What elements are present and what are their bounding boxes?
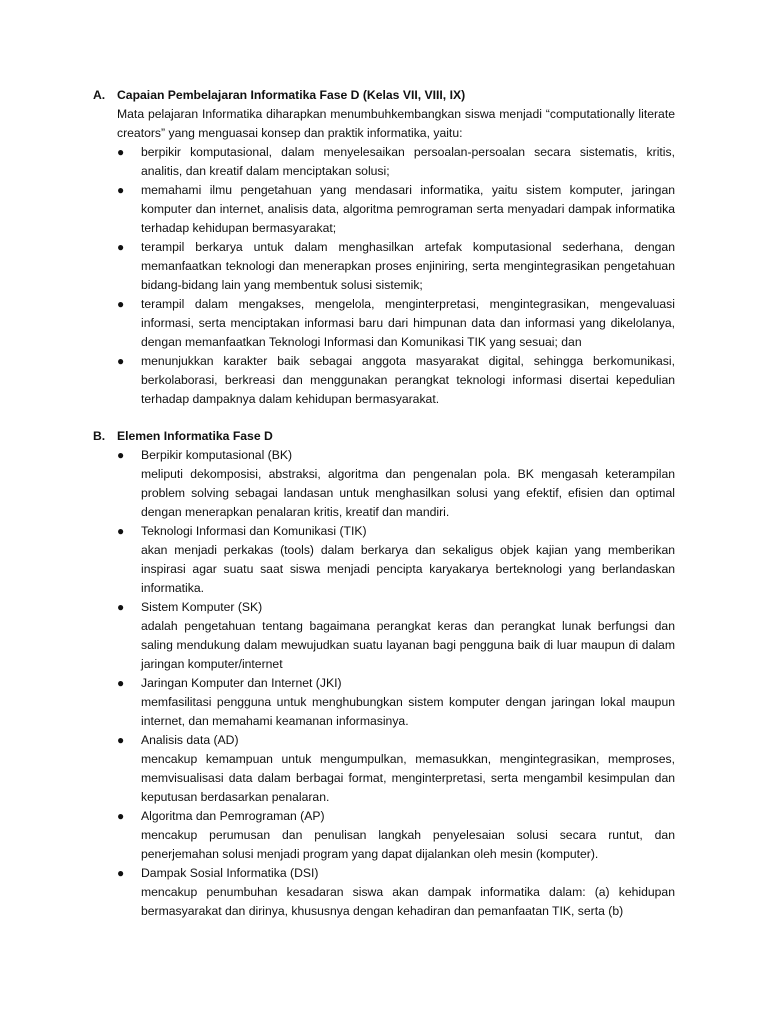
list-item-text: berpikir komputasional, dalam menyelesaikan persoalan-persoalan secara sistematis, kritis, analitis, dan kreatif dalam menciptakan solusi; [141, 145, 675, 178]
section-a [93, 86, 675, 409]
bullet-icon: ● [117, 600, 125, 614]
section-b-list [117, 446, 675, 921]
list-item-text [141, 598, 675, 674]
section-a-body [117, 105, 675, 409]
section-a-title: Capaian Pembelajaran Informatika Fase D (Kelas VII, VIII, IX) [117, 88, 466, 102]
list-item-text: terampil dalam mengakses, mengelola, menginterpretasi, mengintegrasikan, mengevaluasi informasi, serta menciptakan informasi baru dari himpunan data dan informasi yang dikelolanya, dengan memanfaatkan Teknologi Informasi dan Komunikasi TIK yang sesuai; dan [141, 297, 675, 349]
section-b-body [117, 446, 675, 921]
element-title: Dampak Sosial Informatika (DSI) [141, 866, 319, 880]
section-b [93, 427, 675, 921]
element-title: Jaringan Komputer dan Internet (JKI) [141, 676, 342, 690]
list-item-text: terampil berkarya untuk dalam menghasilkan artefak komputasional sederhana, dengan memanfaatkan teknologi dan menerapkan proses enjiniring, serta mengintegrasikan pengetahuan bidang-bidang lain yang membentuk solusi sistemik; [141, 240, 675, 292]
section-b-title: Elemen Informatika Fase D [117, 429, 273, 443]
section-a-heading [93, 86, 675, 105]
bullet-icon: ● [117, 297, 125, 311]
list-item [117, 238, 675, 295]
element-title: Teknologi Informasi dan Komunikasi (TIK) [141, 524, 367, 538]
list-item-text: menunjukkan karakter baik sebagai anggota masyarakat digital, sehingga berkomunikasi, berkolaborasi, berkreasi dan menggunakan perangkat teknologi informasi disertai kepedulian terhadap dampaknya dalam kehidupan bermasyarakat. [141, 354, 675, 406]
bullet-icon: ● [117, 733, 125, 747]
section-b-letter: B. [93, 429, 106, 443]
list-item [117, 143, 675, 181]
list-item [117, 181, 675, 238]
element-title: Sistem Komputer (SK) [141, 600, 263, 614]
section-b-heading [93, 427, 675, 446]
document-content [93, 86, 675, 939]
list-item [117, 446, 675, 522]
element-description: adalah pengetahuan tentang bagaimana perangkat keras dan perangkat lunak berfungsi dan saling mendukung dalam mewujudkan suatu layanan bagi pengguna baik di luar maupun di dalam jaringan komputer/internet [141, 619, 675, 671]
list-item [117, 674, 675, 731]
list-item [117, 598, 675, 674]
list-item-text [141, 446, 675, 522]
element-title: Algoritma dan Pemrograman (AP) [141, 809, 325, 823]
section-a-list [117, 143, 675, 409]
section-a-letter: A. [93, 88, 106, 102]
list-item-text: memahami ilmu pengetahuan yang mendasari informatika, yaitu sistem komputer, jaringan komputer dan internet, analisis data, algoritma pemrograman serta menyadari dampak informatika terhadap kehidupan bermasyarakat; [141, 183, 675, 235]
list-item-text [141, 731, 675, 807]
list-item [117, 864, 675, 921]
bullet-icon: ● [117, 448, 125, 462]
list-item [117, 807, 675, 864]
bullet-icon: ● [117, 809, 125, 823]
list-item [117, 522, 675, 598]
bullet-icon: ● [117, 676, 125, 690]
element-title: Analisis data (AD) [141, 733, 239, 747]
list-item [117, 352, 675, 409]
element-description: mencakup perumusan dan penulisan langkah penyelesaian solusi secara runtut, dan penerjemahan solusi menjadi program yang dapat dijalankan oleh mesin (komputer). [141, 828, 675, 861]
list-item [117, 731, 675, 807]
bullet-icon: ● [117, 183, 125, 197]
element-description: mencakup kemampuan untuk mengumpulkan, memasukkan, mengintegrasikan, memproses, memvisualisasi data dalam berbagai format, menginterpretasi, serta mengambil kesimpulan dan keputusan berdasarkan penalaran. [141, 752, 675, 804]
bullet-icon: ● [117, 866, 125, 880]
list-item-text [141, 864, 675, 921]
bullet-icon: ● [117, 354, 125, 368]
element-description: akan menjadi perkakas (tools) dalam berkarya dan sekaligus objek kajian yang memberikan inspirasi agar suatu saat siswa menjadi pencipta karyakarya berteknologi yang berlandaskan informatika. [141, 543, 675, 595]
element-description: meliputi dekomposisi, abstraksi, algoritma dan pengenalan pola. BK mengasah keterampilan problem solving sebagai landasan untuk menghasilkan solusi yang efektif, efisien dan optimal dengan menerapkan penalaran kritis, kreatif dan mandiri. [141, 467, 675, 519]
bullet-icon: ● [117, 145, 125, 159]
list-item-text [141, 807, 675, 864]
element-description: mencakup penumbuhan kesadaran siswa akan dampak informatika dalam: (a) kehidupan bermasyarakat dan dirinya, khususnya dengan kehadiran dan pemanfaatan TIK, serta (b) [141, 885, 675, 918]
bullet-icon: ● [117, 524, 125, 538]
element-description: memfasilitasi pengguna untuk menghubungkan sistem komputer dengan jaringan lokal maupun internet, dan memahami keamanan informasinya. [141, 695, 675, 728]
section-a-intro: Mata pelajaran Informatika diharapkan menumbuhkembangkan siswa menjadi “computationally literate creators” yang menguasai konsep dan praktik informatika, yaitu: [117, 107, 675, 140]
list-item-text [141, 674, 675, 731]
element-title: Berpikir komputasional (BK) [141, 448, 293, 462]
list-item-text [141, 522, 675, 598]
bullet-icon: ● [117, 240, 125, 254]
list-item [117, 295, 675, 352]
